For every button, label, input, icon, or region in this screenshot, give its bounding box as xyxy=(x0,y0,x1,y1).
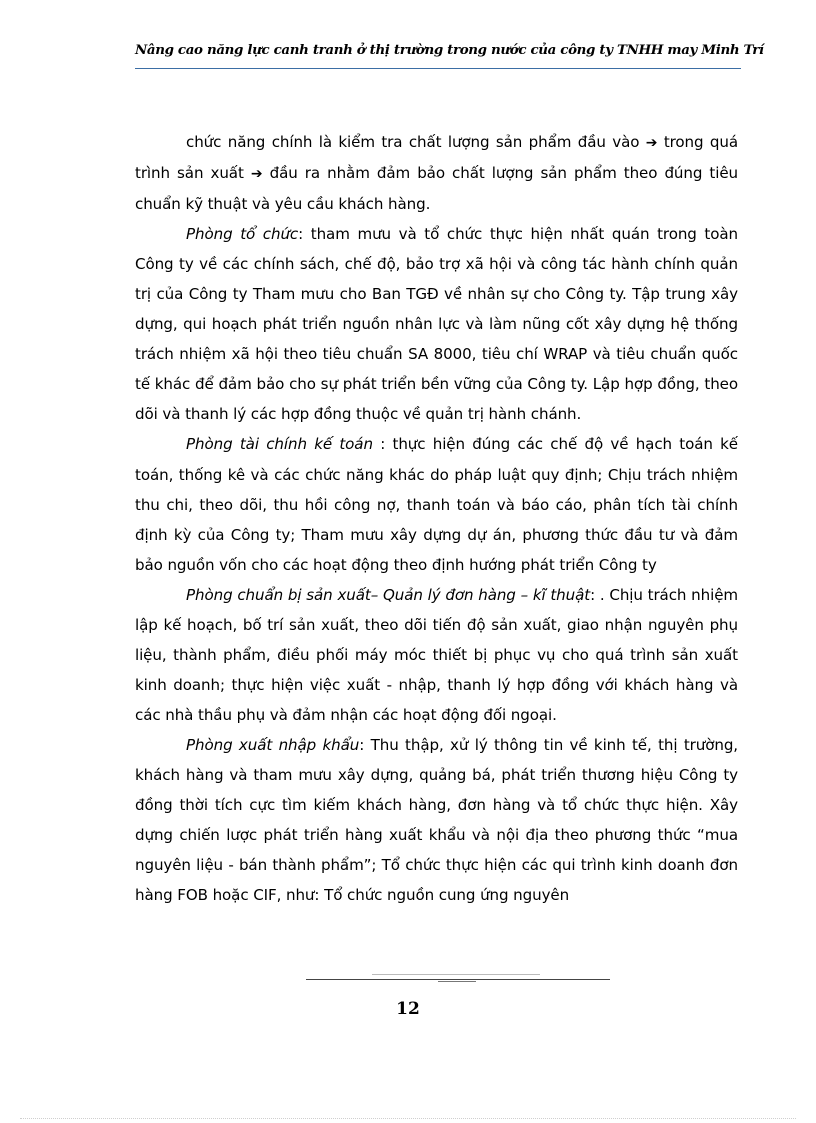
p3-heading: Phòng tài chính kế toán xyxy=(186,435,373,454)
paragraph-3 xyxy=(135,429,738,579)
p2-heading: Phòng tổ chức xyxy=(186,225,299,244)
p5-heading: Phòng xuất nhập khẩu xyxy=(186,735,360,754)
p3-text: : thực hiện đúng các chế độ về hạch toán kế toán, thống kê và các chức năng khác do pháp luật quy định; Chịu trách nhiệm thu chi, theo dõi, thu hồi công nợ, thanh toán và báo cáo, phân tích tài chính định kỳ của Công ty; Tham mưu xây dựng dự án, phương thức đầu tư và đảm bảo nguồn vốn cho các hoạt động theo định hướng phát triển Công ty xyxy=(135,435,738,574)
footer-divider xyxy=(306,979,610,980)
p1-text-a: chức năng chính là kiểm tra chất lượng sản phẩm đầu vào xyxy=(186,133,646,151)
p4-heading: Phòng chuẩn bị sản xuất– Quản lý đơn hàng – kĩ thuật xyxy=(186,585,591,604)
p4-text: : . Chịu trách nhiệm lập kế hoạch, bố trí sản xuất, theo dõi tiến độ sản xuất, giao nhận nguyên phụ liệu, thành phẩm, điều phối máy móc thiết bị phục vụ cho quá trình sản xuất kinh doanh; thực hiện việc xuất - nhập, thanh lý hợp đồng với khách hàng và các nhà thầu phụ và đảm nhận các hoạt động đối ngoại. xyxy=(135,585,738,724)
page-number: 12 xyxy=(396,999,420,1019)
p5-text: : Thu thập, xử lý thông tin về kinh tế, thị trường, khách hàng và tham mưu xây dựng, quảng bá, phát triển thương hiệu Công ty đồng thời tích cực tìm kiếm khách hàng, đơn hàng và tổ chức thực hiện. Xây dựng chiến lược phát triển hàng xuất khẩu và nội địa theo phương thức “mua nguyên liệu - bán thành phẩm”; Tổ chức thực hiện các qui trình kinh doanh đơn hàng FOB hoặc CIF, như: Tổ chức nguồn cung ứng nguyên xyxy=(135,735,738,905)
page-header xyxy=(135,38,764,69)
paragraph-5 xyxy=(135,730,738,910)
bottom-dotted-border xyxy=(20,1118,796,1119)
paragraph-2 xyxy=(135,219,738,429)
paragraph-4 xyxy=(135,580,738,730)
footer-divider-short xyxy=(438,981,476,982)
header-title: Nâng cao năng lực canh tranh ở thị trường trong nước của công ty TNHH may Minh Trí xyxy=(135,42,764,58)
right-arrow-icon: ➔ xyxy=(250,166,263,183)
right-arrow-icon: ➔ xyxy=(645,135,658,151)
body-text xyxy=(135,127,738,910)
paragraph-1 xyxy=(135,127,738,219)
footer-divider-light xyxy=(372,974,540,975)
p1-text-c: đầu ra nhằm đảm bảo chất lượng sản phẩm theo đúng tiêu chuẩn kỹ thuật và yêu cầu khách hàng. xyxy=(135,164,738,214)
p2-text: : tham mưu và tổ chức thực hiện nhất quán trong toàn Công ty về các chính sách, chế độ, bảo trợ xã hội và công tác hành chính quản trị của Công ty Tham mưu cho Ban TGĐ về nhân sự cho Công ty. Tập trung xây dựng, qui hoạch phát triển nguồn nhân lực và làm nũng cốt xây dựng hệ thống trách nhiệm xã hội theo tiêu chuẩn SA 8000, tiêu chí WRAP và tiêu chuẩn quốc tế khác để đảm bảo cho sự phát triển bền vững của Công ty. Lập hợp đồng, theo dõi và thanh lý các hợp đồng thuộc về quản trị hành chánh. xyxy=(135,225,738,424)
p1-text-b: trong quá trình sản xuất xyxy=(135,133,738,183)
